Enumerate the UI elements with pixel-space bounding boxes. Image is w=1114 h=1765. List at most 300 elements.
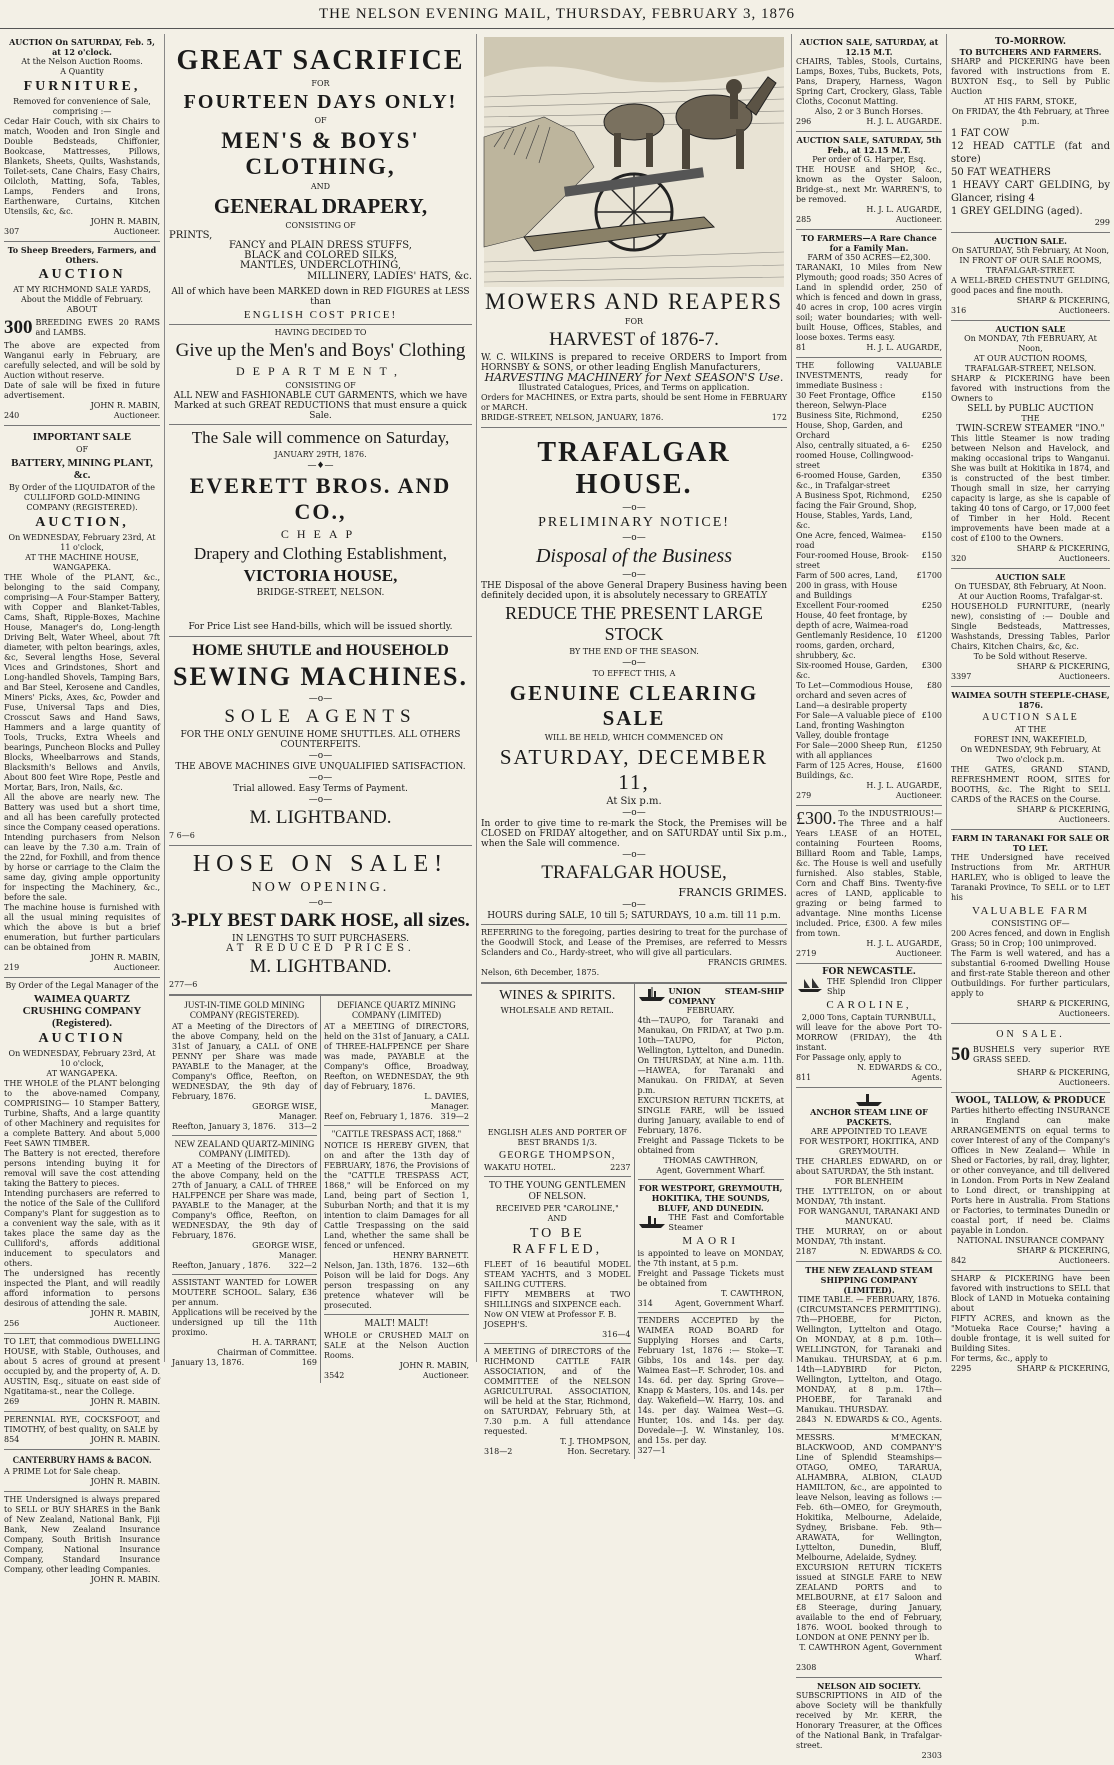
ad-fancy: FANCY and PLAIN DRESS STUFFS, <box>229 240 412 251</box>
ad-body: ASSISTANT WANTED for LOWER MOUTERE SCHOOL. Salary, £36 per annum. <box>172 1278 317 1307</box>
split-right <box>321 996 472 1383</box>
investment-row <box>796 661 942 681</box>
ad-effect: TO EFFECT THIS, A <box>592 669 676 678</box>
ad-title: AUCTION SALE, SATURDAY, at 12.15 M.T. <box>799 37 939 57</box>
ad-role: Manager. <box>430 1102 469 1111</box>
ad-role: Auctioneer. <box>895 791 942 800</box>
ad-auction-chairs <box>796 34 942 132</box>
ad-sheep <box>4 242 160 426</box>
ad-body: W. C. WILKINS is prepared to receive ORDERS to Import from HORNSBY & SONS, or other leading English Manufacturers, <box>481 353 787 373</box>
ad-body: TO LET, that commodious DWELLING HOUSE, with Stable, Outhouses, and about 5 acres of ground at present occupied by, and the property of, A. D. AUSTIN, Esq., situate on east side of Ngatitama-st., near the College. <box>4 1337 160 1396</box>
ad-body: PERENNIAL RYE, COCKSFOOT, and TIMOTHY, of best quality, on SALE by <box>4 1415 160 1434</box>
ad-number: 2295 <box>951 1364 972 1373</box>
ad-place: IN FRONT OF OUR SALE ROOMS, TRAFALGAR-STREET. <box>959 256 1102 275</box>
ad-place: AT THE MACHINE HOUSE, WANGAPEKA. <box>25 553 139 572</box>
ad-title: THE following VALUABLE INVESTMENTS, ready for immediate Business : <box>796 361 942 390</box>
ad-role: Auctioneer. <box>895 215 942 224</box>
ad-date: On WEDNESDAY, February 23rd, At 10 o'clock, <box>8 1049 156 1068</box>
ad-signature: JOHN R. MABIN. <box>90 1397 160 1406</box>
ad-role: Auctioneers. <box>1058 672 1110 681</box>
ad-signature: H. A. TARRANT, <box>251 1338 317 1347</box>
ad-title: AUCTION SALE <box>995 324 1066 334</box>
ad-title: WAIMEA QUARTZ CRUSHING COMPANY (Registered). <box>22 993 142 1029</box>
ad-place: AT OUR AUCTION ROOMS, TRAFALGAR-STREET, NELSON. <box>965 354 1096 373</box>
ad-body: HOUSEHOLD FURNITURE, (nearly new), consisting of :— Double and Single Bedsteads, Mattresses, Washstands, Dressing Tables, Parlor Chairs, Kitchen Chairs, &c, &c. <box>951 602 1110 651</box>
ad-number: 318—2 <box>484 1447 513 1456</box>
ad-signature: M. LIGHTBAND. <box>249 807 392 828</box>
investment-row <box>796 741 942 761</box>
ad-for: FOR <box>624 317 644 326</box>
ad-number: 3397 <box>951 672 972 681</box>
ad-auction-horse <box>951 233 1110 321</box>
investment-row <box>796 711 942 741</box>
column-3 <box>477 34 792 1456</box>
ad-agents: SOLE AGENTS <box>224 706 417 727</box>
ad-date: JANUARY 29TH, 1876. <box>274 450 367 459</box>
ad-role: Auctioneer. <box>113 963 160 972</box>
ad-number: 319—2 <box>440 1112 469 1121</box>
ad-date: On FRIDAY, the 4th February, at Three p.m. <box>951 107 1110 126</box>
investment-row <box>796 411 942 441</box>
investment-desc: 30 Feet Frontage, Office thereon, Selwyn-Place <box>796 391 896 410</box>
lot-1: 1 FAT COW <box>951 128 1010 139</box>
investment-price: £250 <box>921 441 942 450</box>
ad-nz-steam-shipping <box>796 1262 942 1430</box>
investment-desc: A Business Spot, Richmond, facing the Fair Ground, Shop, House, Stables, Yards, Land, &c. <box>796 491 917 530</box>
investment-desc: Excellent Four-roomed House, 40 feet frontage, by depth of acre, Waimea-road <box>796 601 909 630</box>
ad-date: On WEDNESDAY, 9th February, At Two o'clock p.m. <box>960 745 1101 764</box>
ad-body: FLEET of 16 beautiful MODEL STEAM YACHTS, and 3 MODEL SAILING CUTTERS. <box>484 1260 631 1289</box>
ad-signature: M. LIGHTBAND. <box>249 956 392 977</box>
ad-signature: JOHN R. MABIN, <box>90 953 160 962</box>
lot-5: 1 GREY GELDING (aged). <box>951 206 1083 217</box>
ad-wool-insurance <box>951 1093 1110 1271</box>
ad-title: TO-MORROW. <box>994 37 1067 47</box>
ad-hours: HOURS during SALE, 10 till 5; SATURDAYS, 10 a.m. till 11 p.m. <box>487 911 781 921</box>
ad-freight: Freight and Passage Tickets must be obtained from <box>637 1269 784 1288</box>
ad-body2: This little Steamer is now trading between Nelson and Havelock, and making occasional trips to Wanganui. She was built at Hokitika in 1874, and is constructed of the best timber. Though small in size, her carrying capacity is large, as she is capable of taking 40 tons of Cargo, or 17,000 feet of Timber in her Hold. Recent improvements have been made at a cost of £100 to the Owners. <box>951 434 1110 543</box>
ad-date: SATURDAY, DECEMBER 11, <box>499 745 769 794</box>
ad-sailing-1: THE CHARLES EDWARD, on or about SATURDAY, the 5th instant. <box>796 1157 942 1176</box>
ad-by: By Order of the Legal Manager of the <box>5 981 159 990</box>
lot-3: 50 FAT WEATHERS <box>951 167 1051 178</box>
ad-title: AUCTION On SATURDAY, Feb. 5, at 12 o'clock. <box>9 37 155 57</box>
ad-body2: In order to give time to re-mark the Stock, the Premises will be CLOSED on FRIDAY altogether, and on SATURDAY until Six p.m., when the Sale will commence. <box>481 819 787 849</box>
ad-body: A WELL-BRED CHESTNUT GELDING, good paces and fine mouth. <box>951 276 1110 295</box>
ad-mining-plant <box>4 426 160 978</box>
ad-number: 219 <box>4 963 20 972</box>
ad-body2: All the above are nearly new. The Battery was used but a short time, and all has been carefully protected since the Company ceased operations. <box>4 793 160 832</box>
ad-illustrated: Illustrated Catalogues, Prices, and Terms on application. <box>518 383 750 392</box>
ad-signature: FRANCIS GRIMES. <box>708 958 787 967</box>
ad-of: OF <box>314 116 327 125</box>
ad-sub: WHOLESALE AND RETAIL. <box>500 1006 614 1015</box>
ad-body: TENDERS ACCEPTED by the WAIMEA ROAD BOARD for Supplying Horses and Carts, February 1st, 1876 :— Stoke—T. Gibbs, 10s and 14s. per day. Waimea East—F. Schroder, 10s. and 14s. 6d. per day. Spring Grove—Knapp & Masters, 10s. and 14s. per day. Wakefield—W. Harry, 10s. and 14s. per day. Waimea West—G. Hunter, 10s. and 14s. per day. Dovedale—J. W. Winstanley, 10s. and 15s. per day. <box>637 1316 784 1445</box>
shipping-split <box>481 983 787 1459</box>
ad-steeplechase <box>951 687 1110 830</box>
ad-ship: CAROLINE, <box>826 999 912 1011</box>
ad-title: ANCHOR STEAM LINE OF PACKETS. <box>810 1107 928 1127</box>
ad-title: NEW ZEALAND QUARTZ-MINING COMPANY (LIMITED). <box>174 1139 315 1159</box>
split-left <box>169 996 321 1383</box>
ad-ales: ENGLISH ALES AND PORTER OF BEST BRANDS 1/3. <box>487 1128 627 1147</box>
ad-signature: JOHN R. MABIN, <box>399 1361 469 1370</box>
ad-by: By Order of the LIQUIDATOR of the CULLIFORD GOLD-MINING COMPANY (REGISTERED). <box>8 483 156 512</box>
ad-raffled: TO BE RAFFLED, <box>512 1226 603 1257</box>
ad-title: GREAT SACRIFICE <box>176 45 465 76</box>
ad-number: 2308 <box>796 1663 817 1672</box>
ad-title: WOOL, TALLOW, & PRODUCE <box>955 1096 1106 1106</box>
ad-sub: OF <box>75 445 89 454</box>
investment-desc: One Acre, fenced, Waimea-road <box>796 531 906 550</box>
ad-number: 172 <box>771 413 787 422</box>
ad-agent: T. CAWTHRON, <box>721 1289 784 1298</box>
investment-price: £1200 <box>916 631 942 640</box>
ad-auction-house <box>796 132 942 230</box>
ad-word: AUCTION <box>38 1031 126 1046</box>
ad-body: SHARP and PICKERING have been favored with instructions from E. BUXTON Esq., to Sell by Public Auction <box>951 57 1110 96</box>
ad-number: 811 <box>796 1073 812 1082</box>
ad-body: A PRIME Lot for Sale cheap. <box>4 1467 121 1476</box>
ad-number: 2237 <box>610 1163 631 1172</box>
ad-role: Auctioneers. <box>1058 1078 1110 1087</box>
ad-number-50: 50 <box>951 1044 970 1065</box>
ad-title: CANTERBURY HAMS & BACON. <box>12 1455 152 1465</box>
investment-row <box>796 471 942 491</box>
ad-agent: N. EDWARDS & CO., <box>857 1063 942 1072</box>
ad-new: ALL NEW and FASHIONABLE CUT GARMENTS, which we have Marked at such GREAT REDUCTIONS that must ensure a quick Sale. <box>173 391 468 421</box>
ad-role: Auctioneers. <box>1058 815 1110 824</box>
ornament: —o— <box>308 898 333 908</box>
ad-sailing-3: THE MURRAY, on or about MONDAY, 7th instant. <box>796 1227 942 1246</box>
ad-rye-grass <box>951 1024 1110 1093</box>
steamship-icon <box>638 1213 666 1229</box>
ad-number: 854 <box>4 1435 20 1444</box>
ad-role: Manager. <box>278 1112 317 1121</box>
ad-role: Manager. <box>278 1251 317 1260</box>
ad-members: FIFTY MEMBERS at TWO SHILLINGS and SIXPENCE each. <box>484 1290 631 1309</box>
ad-body: To the INDUSTRIOUS!—The Three and a half Years LEASE of an HOTEL, containing Fourteen Rooms, Billiard Room and Table, Lamps, &c. The House is well and usefully furnished. Also stables, Stable, Corn and Chaff Bins. Twenty-five acres of LAND, applicable to grazing or being farmed to advantage. Nine months License included. Price, £300. A few miles from town. <box>796 809 942 938</box>
ad-signature: H. J. L. AUGARDE, <box>866 939 942 948</box>
investment-desc: For Sale—2000 Sheep Run, with all appliances <box>796 741 908 760</box>
ad-signature: H. J. L. AUGARDE, <box>866 343 942 352</box>
ad-investments <box>796 358 942 806</box>
investment-price: £80 <box>926 681 942 690</box>
ad-title: UNION STEAM-SHIP COMPANY <box>668 986 784 1006</box>
ad-signature: L. DAVIES, <box>424 1092 469 1101</box>
lot-2: 12 HEAD CATTLE (fat and store) <box>951 141 1110 165</box>
ad-body3: Intending purchasers are referred to the notice of the Sale of the Culliford Company's Plant for suggestion as to a convenient way the sale, with as it takes place the same day as the Culliford's, affords additional inducement to speculators and others. <box>4 1189 160 1268</box>
column-2 <box>165 34 477 1380</box>
ad-title: WAIMEA SOUTH STEEPLE-CHASE, 1876. <box>951 690 1110 710</box>
ad-consist: CONSISTING OF— <box>991 919 1070 928</box>
ad-body: THE Fast and Comfortable Steamer <box>668 1213 784 1232</box>
ad-referring: REFERRING to the foregoing, parties desiring to treat for the purchase of the Goodwill Stock, and Lease of the Premises, are referred to Messrs Sclanders and Co., Hardy-street, who will give all particulars. <box>481 928 787 957</box>
ad-body: The above are expected from Wanganui early in February, are carefully selected, and will be sold by Auction without reserve. <box>4 341 160 380</box>
ad-victoria: VICTORIA HOUSE, <box>243 566 398 585</box>
ad-consisting2: CONSISTING OF <box>285 381 356 390</box>
ad-appointed: ARE APPOINTED TO LEAVE <box>810 1127 928 1136</box>
ad-hams <box>4 1450 160 1492</box>
ad-title: To Sheep Breeders, Farmers, and Others. <box>7 245 157 265</box>
ad-number-300: 300 <box>4 317 33 338</box>
ad-farm: VALUABLE FARM <box>972 905 1089 917</box>
ad-signature: GEORGE WISE, <box>252 1241 317 1250</box>
ad-role: Auctioneers. <box>1058 1256 1110 1265</box>
ad-butchers <box>951 34 1110 233</box>
ad-role: Agent, Government Wharf. <box>656 1166 766 1175</box>
ad-body: THE Undersigned is always prepared to SELL or BUY SHARES in the Bank of New Zealand, National Bank, Fiji Bank, New Zealand Insurance Company, South British Insurance Company, National Insurance Company, Standard Insurance Company, other leading Companies. <box>4 1495 160 1574</box>
ad-passage: For Passage only, apply to <box>796 1053 902 1062</box>
ad-signature: SHARP & PICKERING, <box>1016 296 1110 305</box>
investment-price: £1250 <box>916 741 942 750</box>
ad-the: THE <box>1021 414 1040 423</box>
ad-prints: PRINTS, <box>169 230 213 241</box>
ad-sell: SELL by PUBLIC AUCTION <box>967 404 1094 414</box>
ad-drapery: GENERAL DRAPERY, <box>213 194 428 218</box>
ornament: —o— <box>308 694 333 704</box>
ad-place: BRIDGE-STREET, NELSON, JANUARY, 1876. <box>481 413 664 422</box>
ad-millinery: MILLINERY, LADIES' HATS, &c. <box>307 271 472 282</box>
ad-role: Auctioneer. <box>113 1319 160 1328</box>
ornament: —o— <box>622 533 646 543</box>
investment-price: £250 <box>921 411 942 420</box>
ad-number: 285 <box>796 215 812 224</box>
ad-date: On TUESDAY, 8th February, At Noon. <box>954 582 1107 591</box>
ad-days: FOURTEEN DAYS ONLY! <box>183 91 458 113</box>
ad-body: TARANAKI, 10 Miles from New Plymouth; good roads; 350 Acres of Land in splendid order, 250 of which is fenced and down in grass, 40 acres in crop, 100 acres virgin soil; water boundaries; with well-built House, Offices, Stables, and loose boxes. Terms easy. <box>796 263 942 342</box>
ornament: —o— <box>308 773 333 783</box>
ad-marked: All of which have been MARKED down in RED FIGURES at LESS than <box>171 287 470 307</box>
ad-date: On WEDNESDAY, February 23rd, At 11 o'clock, <box>8 533 156 552</box>
ad-title2: SEWING MACHINES. <box>173 662 468 691</box>
ad-signature: JOHN R. MABIN. <box>90 1435 160 1444</box>
ad-title: TO THE YOUNG GENTLEMEN OF NELSON. <box>488 1180 626 1202</box>
ad-signature: SHARP & PICKERING, <box>1016 1068 1110 1077</box>
ad-body: SHARP & PICKERING have been favored with instructions from the Owners to <box>951 374 1110 403</box>
ad-body2: Applications will be received by the undersigned up till the 11th proximo. <box>172 1308 317 1337</box>
ad-title1: HOME SHUTLE and HOUSEHOLD <box>192 642 449 659</box>
ad-industrious <box>796 806 942 964</box>
ad-disposal: Disposal of the Business <box>535 545 733 567</box>
investment-price: £250 <box>921 601 942 610</box>
investment-desc: Farm of 500 acres, Land, 200 in grass, with House and Buildings <box>796 571 898 600</box>
ad-number: 316—4 <box>602 1330 631 1339</box>
ad-furniture-auction <box>4 34 160 242</box>
ad-steamer-ino <box>951 321 1110 569</box>
ad-agent: N. EDWARDS & CO., Agents. <box>823 1415 942 1424</box>
ad-harvest: HARVEST of 1876-7. <box>549 329 719 350</box>
investment-desc: For Sale—A valuable piece of Land, fronting Washington Valley, double frontage <box>796 711 915 740</box>
ad-body: THE WHOLE of the PLANT belonging to the above-named Company, COMPRISING— 10 Stamper Battery, Turbine, Shafts, And a large quantity of other Machinery and requisites for a complete Battery. And about 5,000 Feet SAWN TIMBER. <box>4 1079 160 1148</box>
ad-body: AT a Meeting of the Directors of the above Company, held on the 27th of January, a CALL of THREE HALFPENCE per Share was made, PAYABLE to the Manager, at the Company's Office, Reefton, on WEDNESDAY, the 9th day of February, 1876. <box>172 1161 317 1240</box>
ad-leave: will leave for the above Port TO-MORROW (FRIDAY), the 4th instant. <box>796 1023 942 1052</box>
ad-giveup: Give up the Men's and Boys' Clothing <box>175 340 466 361</box>
ad-mowers <box>481 34 787 428</box>
ad-number: 81 <box>796 343 807 352</box>
ad-for: FOR WESTPORT, HOKITIKA, AND GREYMOUTH. <box>799 1137 939 1156</box>
ad-received: RECEIVED PER "CAROLINE," <box>495 1204 619 1213</box>
ad-reserve: To be Sold without Reserve. <box>973 652 1088 661</box>
steamship-icon <box>855 1091 883 1107</box>
ornament: —o— <box>622 503 646 513</box>
column-5 <box>947 34 1114 1373</box>
ad-word: FURNITURE, <box>23 79 141 94</box>
ad-date: Reef on, February 1, 1876. <box>324 1112 433 1121</box>
ad-circumstances: (CIRCUMSTANCES PERMITTING). <box>796 1305 942 1314</box>
ad-shares <box>4 1492 160 1589</box>
ad-lengths: IN LENGTHS TO SUIT PURCHASERS. <box>232 934 409 944</box>
ad-ship: TWIN-SCREW STEAMER "INO." <box>956 424 1105 434</box>
ad-body: AT a Meeting of the Directors of the above Company, held on the 31st of January, a CALL of ONE PENNY per Share was made PAYABLE to the Manager, at the Company's Office, Reefton, on WEDNESDAY, the 9th day of February, 1876. <box>172 1022 317 1101</box>
reaper-illustration <box>481 37 787 287</box>
ad-role: Agent, Government Wharf. <box>675 1299 784 1308</box>
ad-signature: JOHN R. MABIN. <box>90 1477 160 1486</box>
ad-body: AT a MEETING of DIRECTORS, held on the 31st of January, a CALL of THREE-HALFPENCE per Share was made, PAYABLE at the Company's Office, Broadway, Reefton, on WEDNESDAY, the 9th day of February, 1876. <box>324 1022 469 1091</box>
investment-row <box>796 391 942 411</box>
investment-row <box>796 571 942 601</box>
ad-machinery: HARVESTING MACHINERY for Next SEASON'S Use. <box>484 371 784 384</box>
ad-title: "CATTLE TRESPASS ACT, 1868." <box>331 1129 462 1139</box>
ad-end: BY THE END OF THE SEASON. <box>569 647 699 656</box>
lot-4: 1 HEAVY CART GELDING, by Glancer, rising 4 <box>951 180 1110 204</box>
ad-for: FOR <box>311 79 330 88</box>
ad-trafalgar-house <box>481 428 787 983</box>
ad-number: 842 <box>951 1256 967 1265</box>
ad-street: BRIDGE-STREET, NELSON. <box>256 588 385 598</box>
ad-body2: The Battery is not erected, therefore persons intending buying it for removal will save the cost attending taking the Battery to pieces. <box>4 1149 160 1188</box>
ad-number: 322—2 <box>288 1261 317 1270</box>
ad-title2: BATTERY, MINING PLANT, &c. <box>11 457 153 481</box>
ad-now: NOW OPENING. <box>251 880 390 895</box>
ad-number: 279 <box>796 791 812 800</box>
ad-notice: PRELIMINARY NOTICE! <box>538 515 730 530</box>
ad-signature: SHARP & PICKERING, <box>1016 544 1110 553</box>
ad-body: A MEETING of DIRECTORS of the RICHMOND CATTLE FAIR ASSOCIATION, and of the COMMITTEE of the NELSON AGRICULTURAL ASSOCIATION, will be held at the Star, Richmond, on SATURDAY, February 5th, at 7.30 p.m. A full attendance requested. <box>484 1347 631 1436</box>
ornament: —o— <box>622 808 646 818</box>
ad-role: Auctioneer. <box>422 1371 469 1380</box>
ad-black: BLACK and COLORED SILKS, <box>244 250 397 261</box>
ad-title: AUCTION SALE <box>995 572 1066 582</box>
ad-place: At the Nelson Auction Rooms. <box>21 57 143 66</box>
ad-date: Reefton, January 3, 1876. <box>172 1122 276 1131</box>
ad-body: MESSRS. M'MECKAN, BLACKWOOD, AND COMPANY'S Line of Splendid Steamships—OTAGO, OMEO, TARARUA, ALHAMBRA, ALBION, CLAUD HAMILTON, &c., are appointed to leave Nelson, leaving as follows :— Feb. 6th—OMEO, for Greymouth, Hokitika, Melbourne, Adelaide, Sydney, Brisbane. Feb. 9th—ARAWATA, for Wellington, Lyttelton, Dunedin, Bluff, Melbourne, Adelaide, Sydney. <box>796 1433 942 1562</box>
ad-number: 132—6th <box>432 1261 469 1270</box>
ad-signature: SHARP & PICKERING, <box>1016 662 1110 671</box>
ad-sewing-machines <box>169 637 472 846</box>
ad-body: BUSHELS very superior RYE GRASS SEED. <box>973 1045 1110 1064</box>
ad-number: 320 <box>951 554 967 563</box>
ad-signature: SHARP & PICKERING, <box>1016 1246 1110 1255</box>
ad-title: TRAFALGAR HOUSE. <box>537 437 731 500</box>
ad-body: THE Splendid Iron Clipper Ship <box>827 977 942 996</box>
ad-body: 7th—PHOEBE, for Picton, Wellington, Lyttelton and Otago. On MONDAY, at 8 p.m. 10th—WELLINGTON, for Taranaki and Manukau. THURSDAY, at 6 p.m. 14th—LADYBIRD for Picton, Wellington, Lyttelton, and Otago. MONDAY, at 8 p.m. 17th—PHOEBE, for Taranaki and Manukau. THURSDAY. <box>796 1315 942 1414</box>
ad-dept: DEPARTMENT, <box>236 364 405 378</box>
ad-body2: EXCURSION RETURN TICKETS issued at SINGLE FARE to NEW ZEALAND PORTS and to MELBOURNE, at £17 Saloon and £8 Steerage, during January, available to the end of February, 1876. WOOL booked through to LONDON at ONE PENNY per lb. <box>796 1563 942 1642</box>
investment-row <box>796 681 942 711</box>
ad-signature: SHARP & PICKERING, <box>1016 805 1110 814</box>
ad-agent: T. CAWTHRON Agent, Government Wharf. <box>799 1643 942 1662</box>
investment-row <box>796 551 942 571</box>
ad-title: THE NEW ZEALAND STEAM SHIPPING COMPANY (LIMITED). <box>805 1265 933 1295</box>
ad-cheap: CHEAP <box>280 527 361 541</box>
ad-title: ON SALE. <box>996 1029 1065 1040</box>
ad-place: AT WANGAPEKA. <box>46 1069 118 1078</box>
ad-body: THE HOUSE and SHOP, &c., known as the Oyster Saloon, Bridge-st., next Mr. WARREN'S, to be removed. <box>796 165 942 204</box>
investment-price: £1600 <box>916 761 942 770</box>
ad-signature: JOHN R. MABIN, <box>90 1309 160 1318</box>
ad-signature: JOHN R. MABIN. <box>90 1575 160 1584</box>
ad-body4: The machine house is furnished with all the usual mining requisites of which the above is but a brief enumeration, but further particulars can be obtained from <box>4 903 160 952</box>
ad-date: On MONDAY, 7th FEBRUARY, At Noon, <box>964 334 1097 353</box>
ad-signature: T. J. THOMPSON, <box>560 1437 631 1446</box>
ad-cost: ENGLISH COST PRICE! <box>243 309 398 321</box>
ad-anchor-line <box>796 1088 942 1262</box>
ad-reduce: REDUCE THE PRESENT LARGE STOCK <box>505 603 763 644</box>
steamship-icon <box>638 986 666 1002</box>
ornament: —o— <box>308 751 333 761</box>
ad-signature: SHARP & PICKERING, <box>1016 999 1110 1008</box>
ad-mantles: MANTLES, UNDERCLOTHING, <box>239 260 402 271</box>
ad-satisfaction: THE ABOVE MACHINES GIVE UNQUALIFIED SATISFACTION. <box>175 762 466 772</box>
ad-title: NELSON AID SOCIETY. <box>817 1681 921 1691</box>
investment-desc: Six-roomed House, Garden, &c. <box>796 661 908 680</box>
ad-ply: 3-PLY BEST DARK HOSE, all sizes. <box>171 910 470 931</box>
ad-body: THE GATES, GRAND STAND, REFRESHMENT ROOM, SITES for BOOTHS, &c. The Right to SELL CARDS of the RACES on the Course. <box>951 765 1110 804</box>
ornament: —o— <box>622 900 646 910</box>
ad-number: 314 <box>637 1299 653 1308</box>
ad-sailing-2: THE LYTTELTON, on or about MONDAY, 7th instant. <box>796 1187 942 1206</box>
ad-commenced: WILL BE HELD, WHICH COMMENCED ON <box>544 733 724 742</box>
ad-body2: 200 Acres fenced, and down in English Grass; 50 in Crop; 100 unimproved. <box>951 929 1110 948</box>
ad-number: 240 <box>4 411 20 420</box>
investment-desc: Business Site, Richmond, House, Shop, Garden, and Orchard <box>796 411 903 440</box>
ad-hotel: WAKATU HOTEL. <box>484 1163 556 1172</box>
investment-desc: Also, centrally situated, a 6-roomed House, Collingwood-street <box>796 441 914 470</box>
ad-body3: Intending purchasers from Nelson can leave by the 7.30 a.m. Train of the 22nd, for Foxhill, and from thence by horse or carriage to the Claim the same day, giving ample opportunity for inspecting the Machinery, &c., before the sale. <box>4 833 160 902</box>
investment-price: £150 <box>921 391 942 400</box>
ad-number: 299 <box>1094 218 1110 227</box>
ad-body: SHARP & PICKERING have been favored with instructions to SELL that Block of LAND in Motueka containing about <box>951 1274 1110 1313</box>
investment-row <box>796 441 942 471</box>
ad-date: January 13, 1876. <box>172 1358 245 1367</box>
investment-row <box>796 531 942 551</box>
ad-household-furniture <box>951 569 1110 687</box>
ornament: —o— <box>622 658 646 668</box>
ad-number: 256 <box>4 1319 20 1328</box>
ad-title: WINES & SPIRITS. <box>499 988 616 1003</box>
ad-orders: Orders for MACHINES, or Extra parts, should be sent Home in FEBRUARY or MARCH. <box>481 393 787 412</box>
ad-time: At Six p.m. <box>606 796 662 807</box>
ad-to-let <box>4 1334 160 1412</box>
ad-grass-seed <box>4 1412 160 1450</box>
ad-farm: FARM of 350 ACRES—£2,300. <box>807 253 931 262</box>
ad-place: At our Auction Rooms, Trafalgar-st. <box>958 592 1103 601</box>
ad-freight: Freight and Passage Tickets to be obtained from <box>637 1136 784 1155</box>
ad-role: Hon. Secretary. <box>567 1447 631 1456</box>
ad-reduced: AT REDUCED PRICES. <box>226 943 415 954</box>
ad-having: HAVING DECIDED TO <box>274 328 367 337</box>
column-1 <box>0 34 165 1584</box>
ad-body3: The Farm is well watered, and has a substantial 6-roomed Dwelling House and first-rate Stable thereon and other Outbuildings. For further particulars, apply to <box>951 949 1110 998</box>
ad-title: FOR WESTPORT, GREYMOUTH, HOKITIKA, THE SOUNDS, BLUFF, AND DUNEDIN. <box>639 1183 783 1213</box>
ad-role: Auctioneers. <box>1058 306 1110 315</box>
ad-also: Also, 2 or 3 Bunch Horses. <box>814 107 924 116</box>
investment-price: £100 <box>921 711 942 720</box>
ad-body: THE Whole of the PLANT, &c., belonging to the said Company, comprising—A Four-Stamper Battery, with Copper and Blanket-Tables, Cams, Shaft, Ripple-Boxes, Machine House, Manager's do, Long-length Driving Belt, Water Wheel, about 7ft diameter, with pelton bearings, axles, &c, Several lengths Hose, Several Vices and Grindstones, Short and Long-handled Shovels, Tamping Bars, and Bar Steel, Kerosene and Candles, Miners' Picks, Axes, &c, Powder and Fuse, Universal Taps and Dies, Crosscut Saws and Hand Saws, Hammers and a large quantity of Tools, Trucks, Extra Wheels and bearings, Puncheon Blocks and Pulley Blocks, Wheelbarrows and Stands, Blacksmith's Bellows and Anvils, About 800 feet Wire Rope, Pestle and Mortar, Bars, Iron, Nails, &c. <box>4 573 160 792</box>
ad-title: JUST-IN-TIME GOLD MINING COMPANY (REGISTERED). <box>184 1000 305 1020</box>
ad-price: For Price List see Hand-bills, which will be issued shortly. <box>188 622 453 632</box>
